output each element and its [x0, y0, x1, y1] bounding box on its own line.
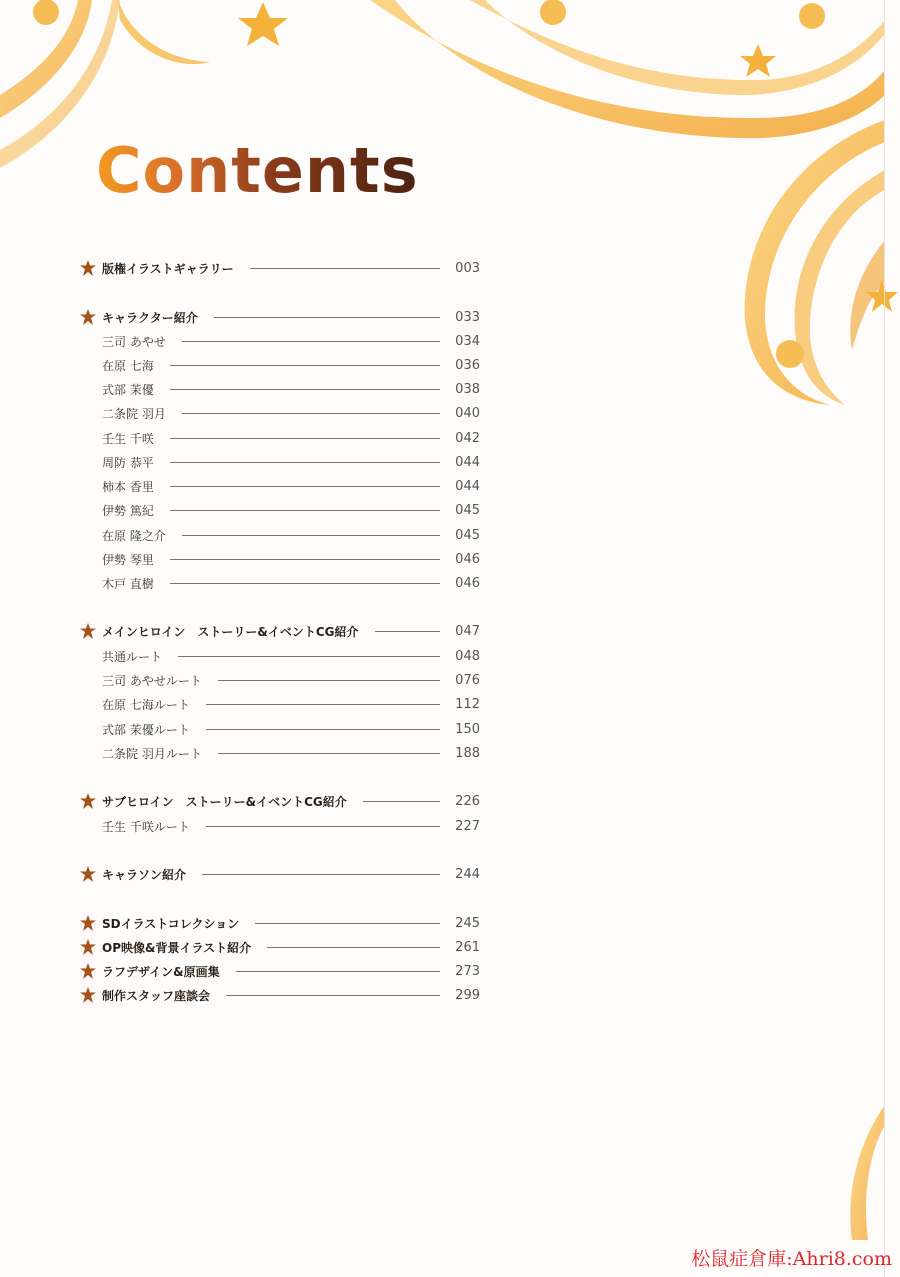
toc-label: 壬生 千咲	[102, 431, 154, 446]
leader-line	[236, 971, 440, 972]
star-bullet-icon	[80, 260, 96, 276]
toc-label: 式部 茉優	[102, 382, 154, 397]
leader-line	[206, 729, 440, 730]
leader-line	[363, 801, 440, 802]
page-number: 045	[455, 527, 480, 543]
leader-line	[170, 365, 440, 366]
page-number: 040	[455, 405, 480, 421]
page-number: 188	[455, 745, 480, 761]
toc-section-row	[80, 621, 480, 641]
page-number: 299	[455, 987, 480, 1003]
toc-entry-row	[102, 403, 480, 423]
toc-label: 在原 七海	[102, 358, 154, 373]
leader-line	[206, 826, 440, 827]
leader-line	[182, 535, 440, 536]
page-number: 150	[455, 721, 480, 737]
toc-label: 三司 あやせルート	[102, 673, 202, 688]
toc-label: キャラクター紹介	[102, 310, 198, 325]
page-number: 112	[455, 696, 480, 712]
page-title: Contents	[96, 134, 419, 207]
toc-entry-row	[102, 816, 480, 836]
toc-entry-row	[102, 331, 480, 351]
toc-label: 式部 茉優ルート	[102, 722, 190, 737]
star-bullet-icon	[80, 866, 96, 882]
page-number: 226	[455, 793, 480, 809]
toc-section-row	[80, 307, 480, 327]
page-number: 273	[455, 963, 480, 979]
star-bullet-icon	[80, 963, 96, 979]
toc-entry-row	[102, 525, 480, 545]
toc-section-row	[80, 937, 480, 957]
toc-entry-row	[102, 355, 480, 375]
toc-entry-row	[102, 646, 480, 666]
toc-label: 共通ルート	[102, 649, 163, 664]
toc-section-row	[80, 258, 480, 278]
page-number: 003	[455, 260, 480, 276]
toc-label: サブヒロイン ストーリー&イベントCG紹介	[102, 794, 347, 809]
page-number: 046	[455, 551, 480, 567]
star-bullet-icon	[80, 987, 96, 1003]
leader-line	[170, 462, 440, 463]
leader-line	[218, 680, 440, 681]
leader-line	[170, 583, 440, 584]
page-number: 038	[455, 381, 480, 397]
toc-label: 伊勢 琴里	[102, 552, 154, 567]
leader-line	[214, 317, 440, 318]
watermark: 松鼠症倉庫:Ahri8.com	[691, 1248, 892, 1270]
toc-label: OP映像&背景イラスト紹介	[102, 940, 252, 955]
page-number: 044	[455, 478, 480, 494]
page-number: 244	[455, 866, 480, 882]
leader-line	[170, 510, 440, 511]
star-bullet-icon	[80, 623, 96, 639]
leader-line	[218, 753, 440, 754]
leader-line	[250, 268, 440, 269]
toc-entry-row	[102, 670, 480, 690]
toc-entry-row	[102, 500, 480, 520]
toc-label: キャラソン紹介	[102, 867, 187, 882]
page-number: 042	[455, 430, 480, 446]
leader-line	[170, 389, 440, 390]
page-number: 245	[455, 915, 480, 931]
star-bullet-icon	[80, 915, 96, 931]
toc-label: 周防 恭平	[102, 455, 154, 470]
page-number: 261	[455, 939, 480, 955]
toc-entry-row	[102, 452, 480, 472]
leader-line	[375, 631, 440, 632]
toc-label: 制作スタッフ座談会	[102, 988, 211, 1003]
leader-line	[170, 438, 440, 439]
toc-entry-row	[102, 694, 480, 714]
star-bullet-icon	[80, 793, 96, 809]
toc-section-row	[80, 985, 480, 1005]
page-number: 045	[455, 502, 480, 518]
leader-line	[170, 486, 440, 487]
leader-line	[182, 341, 440, 342]
page-number: 048	[455, 648, 480, 664]
toc-label: SDイラストコレクション	[102, 916, 240, 931]
toc-section-row	[80, 913, 480, 933]
page-number: 036	[455, 357, 480, 373]
leader-line	[170, 559, 440, 560]
leader-line	[255, 923, 440, 924]
toc-label: 在原 七海ルート	[102, 697, 190, 712]
leader-line	[267, 947, 440, 948]
star-bullet-icon	[80, 309, 96, 325]
toc-label: 伊勢 篤紀	[102, 503, 154, 518]
toc-label: ラフデザイン&原画集	[102, 964, 220, 979]
page-edge	[884, 0, 885, 1277]
toc-entry-row	[102, 379, 480, 399]
leader-line	[226, 995, 440, 996]
toc-label: 三司 あやせ	[102, 334, 166, 349]
toc-entry-row	[102, 719, 480, 739]
toc-label: 壬生 千咲ルート	[102, 819, 190, 834]
leader-line	[202, 874, 440, 875]
page-number: 033	[455, 309, 480, 325]
toc-section-row	[80, 791, 480, 811]
toc-label: メインヒロイン ストーリー&イベントCG紹介	[102, 624, 359, 639]
leader-line	[178, 656, 440, 657]
page-number: 227	[455, 818, 480, 834]
toc-label: 木戸 直樹	[102, 576, 154, 591]
toc-entry-row	[102, 573, 480, 593]
page-number: 046	[455, 575, 480, 591]
toc-entry-row	[102, 476, 480, 496]
toc-label: 版権イラストギャラリー	[102, 261, 234, 276]
toc-label: 在原 隆之介	[102, 528, 166, 543]
leader-line	[206, 704, 440, 705]
toc-entry-row	[102, 428, 480, 448]
toc-section-row	[80, 864, 480, 884]
page-number: 047	[455, 623, 480, 639]
toc-entry-row	[102, 743, 480, 763]
page-number: 034	[455, 333, 480, 349]
page-number: 044	[455, 454, 480, 470]
toc-label: 二条院 羽月	[102, 406, 166, 421]
star-bullet-icon	[80, 939, 96, 955]
toc-section-row	[80, 961, 480, 981]
page-number: 076	[455, 672, 480, 688]
toc-label: 二条院 羽月ルート	[102, 746, 202, 761]
leader-line	[182, 413, 440, 414]
toc-label: 柿本 香里	[102, 479, 154, 494]
toc-entry-row	[102, 549, 480, 569]
